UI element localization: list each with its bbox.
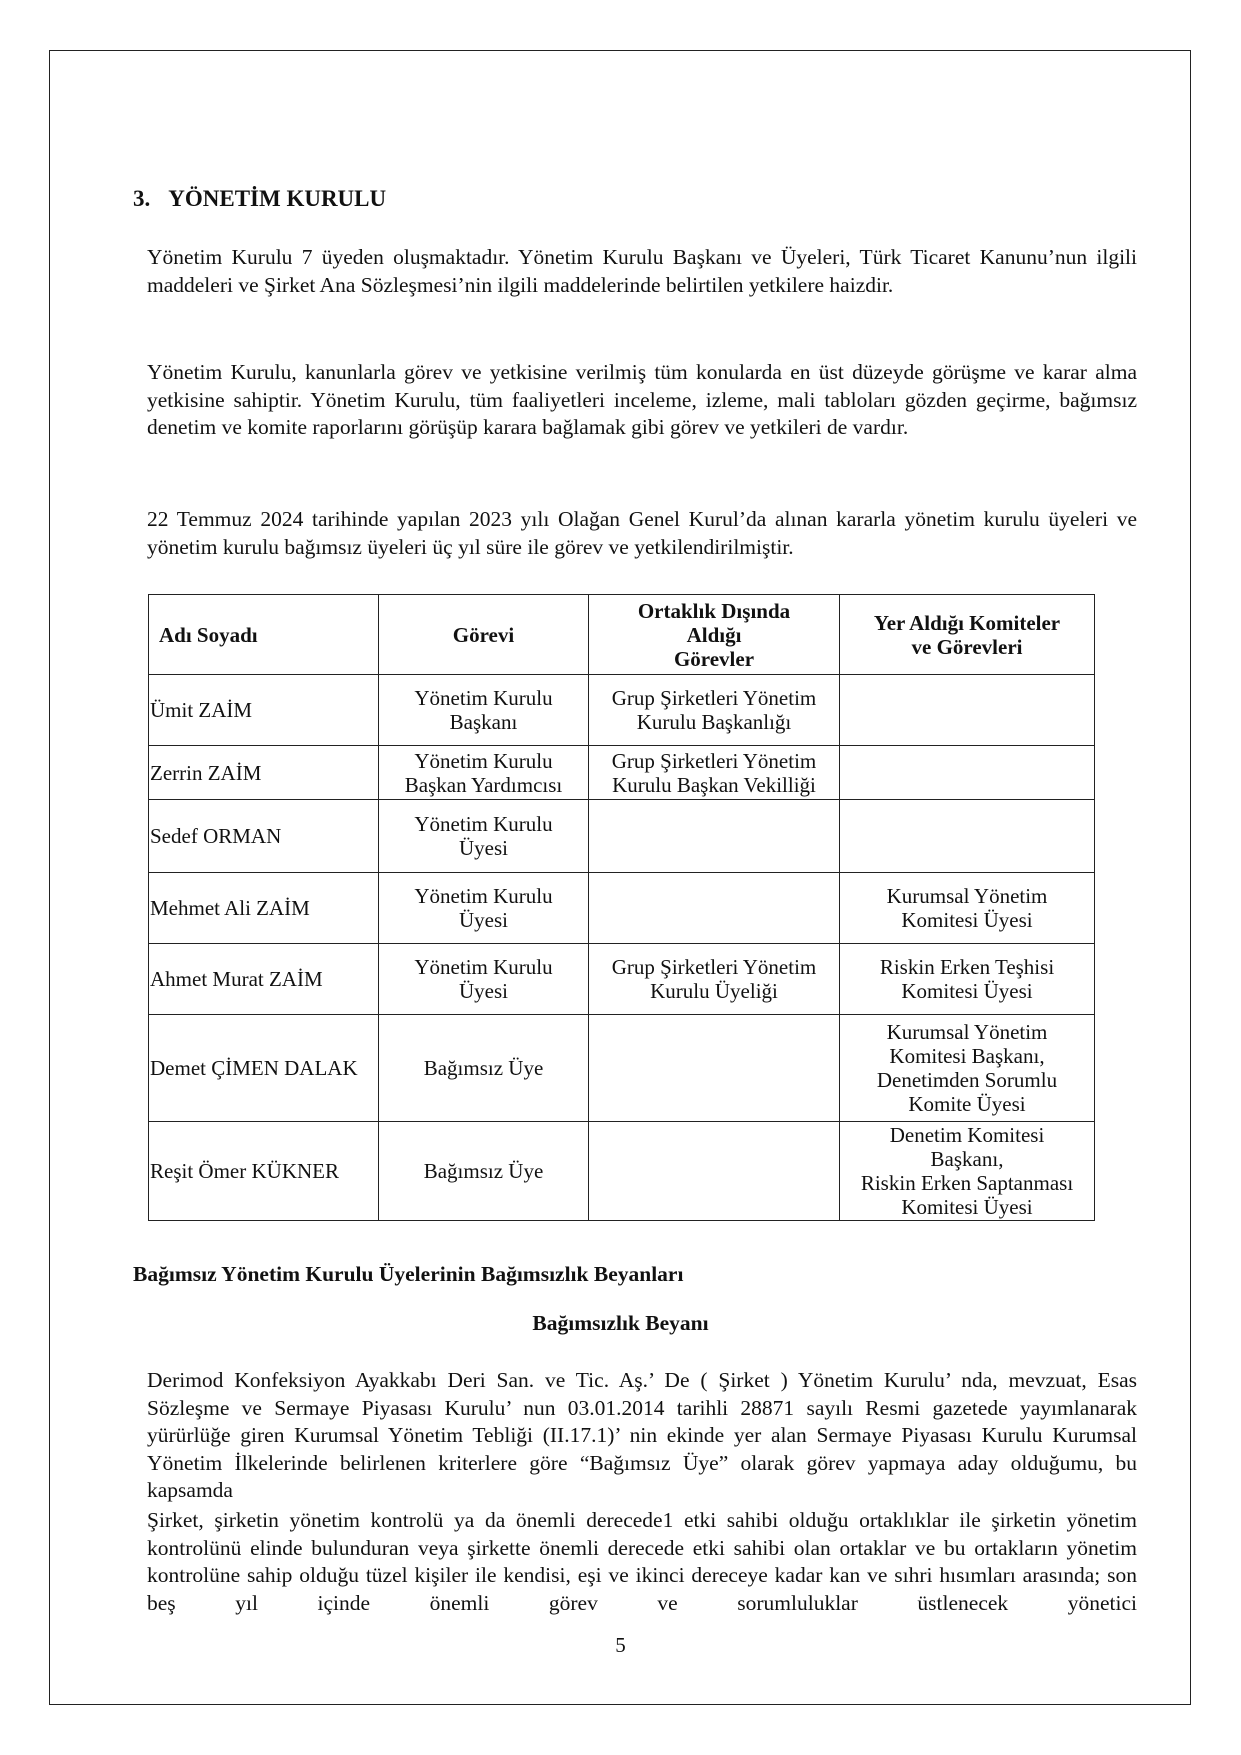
header-outside-line: Aldığı [686,622,742,647]
outside-line: Kurulu Başkan Vekilliği [612,772,816,797]
outside-line: Grup Şirketleri Yönetim [611,686,817,710]
table-row [149,1015,1095,1122]
paragraph-board-composition: Yönetim Kurulu 7 üyeden oluşmaktadır. Yönetim Kurulu Başkanı ve Üyeleri, Türk Ticaret Kanunu’nun ilgili maddeleri ve Şirket Ana Sözleşmesi’nin ilgili maddelerinde belirtilen yetkilere haizdir. [147,245,1137,297]
member-outside-duties [589,746,840,800]
role-line: Üyesi [459,836,508,860]
table-row [149,873,1095,944]
committee-line: Komitesi Üyesi [901,979,1033,1003]
member-outside-duties [589,1122,840,1221]
member-name: Ahmet Murat ZAİM [149,944,379,1015]
role-line: Üyesi [459,908,508,932]
declaration-paragraph-2: Şirket, şirketin yönetim kontrolü ya da önemli derecede1 etki sahibi olduğu ortaklıklar ile şirketin yönetim kontrolünü elinde bulunduran veya şirkette önemli derecede etki sahibi olan ortaklar ve bu ortakların yönetim kontrolüne sahip olduğu tüzel kişiler ile kendisi, eşi ve ikinci dereceye kadar kan ve sıhri hısımları arasında; son beş yıl içinde önemli görev ve sorumluluklar üstlenecek yönetici [147,1508,1137,1615]
member-outside-duties [589,800,840,873]
committee-line: Kurumsal Yönetim [886,884,1048,908]
role-line: Yönetim Kurulu [414,748,553,773]
member-committees [840,800,1095,873]
committee-line: Riskin Erken Teşhisi [879,955,1055,979]
role-line: Üyesi [459,979,508,1003]
outside-line: Grup Şirketleri Yönetim [611,955,817,979]
role-line: Yönetim Kurulu [414,884,553,908]
committee-line: Başkanı, [930,1147,1004,1171]
section-heading [133,186,386,212]
table-row [149,800,1095,873]
outside-line: Kurulu Üyeliği [650,979,778,1003]
header-committees [840,595,1095,675]
header-name: Adı Soyadı [149,595,379,675]
role-line: Bağımsız Üye [423,1056,544,1080]
table-header-row [149,595,1095,675]
committee-line: Riskin Erken Saptanması [860,1171,1074,1195]
member-role [379,675,589,746]
role-line: Başkanı [449,710,518,734]
role-line: Bağımsız Üye [423,1159,544,1183]
role-line: Başkan Yardımcısı [404,772,563,797]
header-outside-line: Ortaklık Dışında [637,598,791,623]
header-committee-line: Yer Aldığı Komiteler [873,610,1061,635]
member-role [379,746,589,800]
role-line: Yönetim Kurulu [414,686,553,710]
member-committees [840,944,1095,1015]
committee-line: Komitesi Başkanı, [889,1044,1045,1068]
role-line: Yönetim Kurulu [414,955,553,979]
declaration-paragraph-1: Derimod Konfeksiyon Ayakkabı Deri San. ve Tic. Aş.’ De ( Şirket ) Yönetim Kurulu’ nda, mevzuat, Esas Sözleşme ve Sermaye Piyasası Kurulu’ nun 03.01.2014 tarihli 28871 sayılı Resmi gazetede yayımlanarak yürürlüğe giren Kurumsal Yönetim Tebliği (II.17.1)’ nin ekinde yer alan Sermaye Piyasası Kurulu Kurumsal Yönetim İlkelerinde belirlenen kriterlere göre “Bağımsız Üye” olarak görev yapmaya aday olduğumu, bu kapsamda [147,1368,1137,1502]
board-members-table [148,594,1095,1221]
member-name: Ümit ZAİM [149,675,379,746]
outside-line: Grup Şirketleri Yönetim [611,748,817,773]
independence-declaration-title: Bağımsızlık Beyanı [532,1311,709,1335]
committee-line: Denetim Komitesi [889,1123,1045,1147]
table-row [149,1122,1095,1221]
committee-line: Komite Üyesi [908,1092,1026,1116]
member-name: Sedef ORMAN [149,800,379,873]
member-committees [840,675,1095,746]
section-title: YÖNETİM KURULU [168,186,387,211]
member-role [379,1122,589,1221]
member-committees [840,1015,1095,1122]
independence-section-title: Bağımsız Yönetim Kurulu Üyelerinin Bağımsızlık Beyanları [133,1262,684,1286]
table-row [149,746,1095,800]
member-committees [840,873,1095,944]
table-row [149,675,1095,746]
section-number: 3. [133,186,151,211]
member-committees [840,746,1095,800]
member-role [379,873,589,944]
header-role: Görevi [379,595,589,675]
paragraph-general-assembly: 22 Temmuz 2024 tarihinde yapılan 2023 yılı Olağan Genel Kurul’da alınan kararla yönetim kurulu üyeleri ve yönetim kurulu bağımsız üyeleri üç yıl süre ile görev ve yetkilendirilmiştir. [147,507,1137,559]
committee-line: Kurumsal Yönetim [886,1020,1048,1044]
header-outside-line: Görevler [673,646,755,671]
committee-line: Denetimden Sorumlu [876,1068,1058,1092]
member-name: Zerrin ZAİM [149,746,379,800]
paragraph-board-authority: Yönetim Kurulu, kanunlarla görev ve yetkisine verilmiş tüm konularda en üst düzeyde görüşme ve karar alma yetkisine sahiptir. Yönetim Kurulu, tüm faaliyetleri inceleme, izleme, mali tabloları gözden geçirme, bağımsız denetim ve komite raporlarını görüşüp karara bağlamak gibi görev ve yetkileri de vardır. [147,360,1137,439]
member-name: Mehmet Ali ZAİM [149,873,379,944]
member-role [379,944,589,1015]
member-committees [840,1122,1095,1221]
committee-line: Komitesi Üyesi [901,1195,1033,1219]
member-outside-duties [589,675,840,746]
committee-line: Komitesi Üyesi [901,908,1033,932]
header-committee-line: ve Görevleri [911,634,1023,659]
member-outside-duties [589,944,840,1015]
member-name: Demet ÇİMEN DALAK [149,1015,379,1122]
member-role [379,1015,589,1122]
member-role [379,800,589,873]
header-outside-duties [589,595,840,675]
table-row [149,944,1095,1015]
role-line: Yönetim Kurulu [414,812,553,836]
member-name: Reşit Ömer KÜKNER [149,1122,379,1221]
outside-line: Kurulu Başkanlığı [636,710,792,734]
page-number: 5 [615,1633,626,1657]
member-outside-duties [589,873,840,944]
member-outside-duties [589,1015,840,1122]
